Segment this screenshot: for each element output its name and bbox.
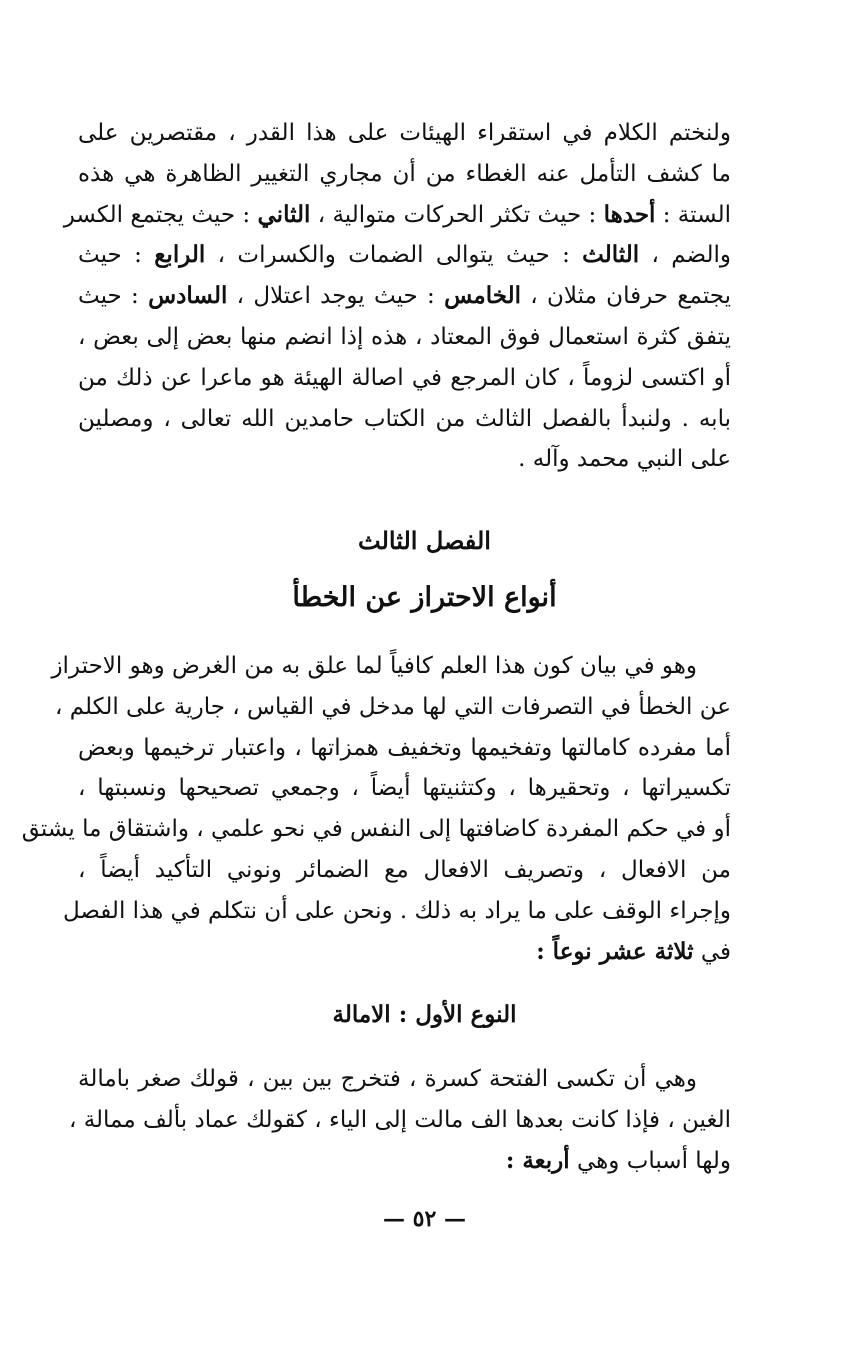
- text-line: ما كشف التأمل عنه الغطاء من أن مجاري التغيير الظاهرة هي هذه: [78, 160, 731, 187]
- bold-term: الرابع: [154, 241, 206, 269]
- text-line: بابه . ولنبدأ بالفصل الثالث من الكتاب حامدين الله تعالى ، ومصلين: [78, 405, 731, 432]
- text-line: أما مفرده كامالتها وتفخيمها وتخفيف همزاتها ، واعتبار ترخيمها وبعض: [78, 734, 731, 761]
- section-heading: النوع الأول : الامالة: [332, 1001, 517, 1028]
- chapter-intro-paragraph: [21, 646, 731, 972]
- chapter-title: الفصل الثالث: [358, 526, 491, 555]
- text-line: في ثلاثة عشر نوعاً :: [536, 937, 731, 965]
- text-line: وهو في بيان كون هذا العلم كافياً لما علق به من الغرض وهو الاحتراز: [51, 653, 697, 679]
- text-line: وإجراء الوقف على ما يراد به ذلك . ونحن على أن نتكلم في هذا الفصل: [62, 897, 731, 924]
- page-number: — ٥٢ —: [383, 1206, 466, 1232]
- text-line: الغين ، فإذا كانت بعدها الف مالت إلى الياء ، كقولك عماد بألف ممالة ،: [68, 1106, 731, 1133]
- text-line: عن الخطأ في التصرفات التي لها مدخل في القياس ، جارية على الكلم ،: [54, 693, 731, 720]
- text-line: ولها أسباب وهي أربعة :: [505, 1146, 731, 1174]
- topic-title: أنواع الاحتراز عن الخطأ: [292, 582, 557, 613]
- text-line: ولنختم الكلام في استقراء الهيئات على هذا القدر ، مقتصرين على: [78, 120, 731, 146]
- bold-term: أحدها: [603, 200, 656, 228]
- imala-paragraph: [68, 1059, 731, 1181]
- bold-term: ثلاثة عشر نوعاً :: [536, 937, 694, 965]
- text-line: والضم ، الثالث : حيث يتوالى الضمات والكسرات ، الرابع : حيث: [78, 241, 731, 269]
- text-line: أو في حكم المفردة كاضافتها إلى النفس في نحو علمي ، واشتقاق ما يشتق: [21, 816, 731, 843]
- text-line: على النبي محمد وآله .: [518, 446, 731, 473]
- intro-paragraph: [63, 113, 732, 480]
- text-line: تكسيراتها ، وتحقيرها ، وكتثنيتها أيضاً ، وجمعي تصحيحها ونسبتها ،: [78, 775, 731, 802]
- text-line: يجتمع حرفان مثلان ، الخامس : حيث يوجد اعتلال ، السادس : حيث: [78, 282, 732, 310]
- text-line: أو اكتسى لزوماً ، كان المرجع في اصالة الهيئة هو ماعرا عن ذلك من: [78, 364, 731, 391]
- text-line: وهي أن تكسى الفتحة كسرة ، فتخرج بين بين ، قولك صغر بامالة: [78, 1066, 697, 1092]
- bold-term: الخامس: [444, 282, 521, 310]
- bold-term: الثاني: [257, 200, 311, 228]
- text-line: من الافعال ، وتصريف الافعال مع الضمائر ونوني التأكيد أيضاً ،: [78, 856, 731, 883]
- bold-term: السادس: [148, 282, 228, 310]
- text-line: يتفق كثرة استعمال فوق المعتاد ، هذه إذا انضم منها بعض إلى بعض ،: [78, 323, 731, 350]
- bold-term: أربعة :: [505, 1146, 570, 1174]
- text-line: الستة : أحدها : حيث تكثر الحركات متوالية ، الثاني : حيث يجتمع الكسر: [63, 200, 731, 228]
- bold-term: الثالث: [582, 241, 640, 269]
